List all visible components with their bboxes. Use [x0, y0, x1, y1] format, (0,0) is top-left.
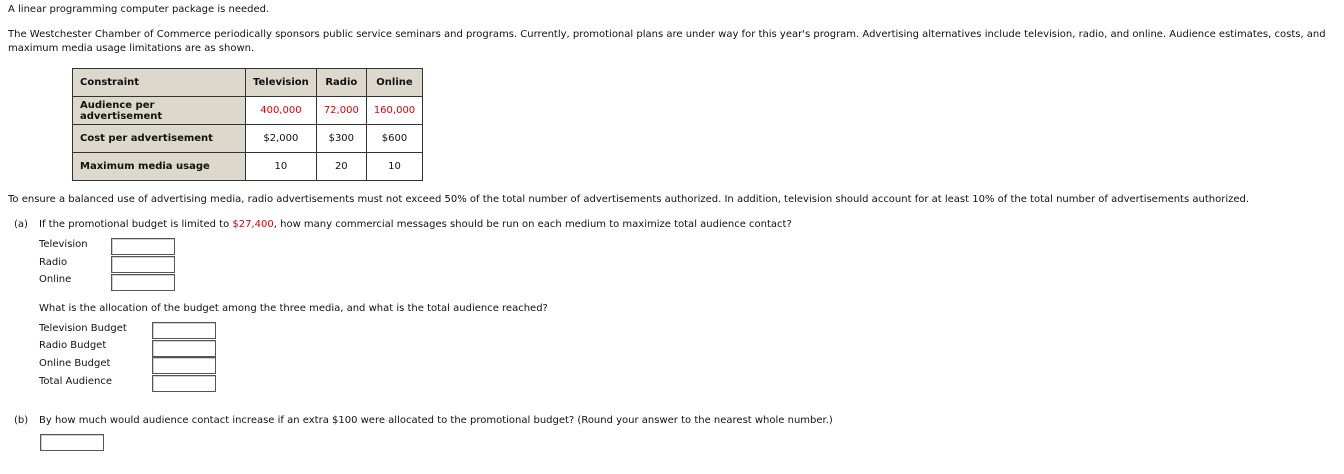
intro-text: A linear programming computer package is needed.	[8, 4, 270, 15]
table-row	[73, 125, 423, 153]
table-header-radio: Radio	[316, 69, 366, 97]
television-label: Television	[39, 239, 88, 250]
cell-cost-online: $600	[366, 125, 422, 153]
radio-budget-input[interactable]	[152, 340, 216, 357]
radio-label: Radio	[39, 257, 68, 268]
table-header-row	[73, 69, 423, 97]
online-budget-input[interactable]	[152, 357, 216, 374]
part-a-question	[39, 219, 792, 230]
constraint-table	[72, 68, 423, 181]
cell-max-radio: 20	[316, 153, 366, 181]
audience-increase-input[interactable]	[40, 434, 104, 451]
cell-audience-television: 400,000	[246, 97, 317, 125]
cell-audience-radio: 72,000	[316, 97, 366, 125]
row-label-max-usage: Maximum media usage	[73, 153, 246, 181]
online-label: Online	[39, 274, 72, 285]
table-row	[73, 97, 423, 125]
part-a-label: (a)	[14, 219, 28, 230]
radio-input[interactable]	[111, 256, 175, 273]
table-header-constraint: Constraint	[73, 69, 246, 97]
row-label-audience: Audience per advertisement	[73, 97, 246, 125]
radio-budget-label: Radio Budget	[39, 340, 107, 351]
total-audience-input[interactable]	[152, 375, 216, 392]
television-budget-input[interactable]	[152, 322, 216, 339]
table-header-television: Television	[246, 69, 317, 97]
table-header-online: Online	[366, 69, 422, 97]
table-row	[73, 153, 423, 181]
part-b-label: (b)	[14, 415, 29, 426]
cell-max-online: 10	[366, 153, 422, 181]
row-label-cost: Cost per advertisement	[73, 125, 246, 153]
online-input[interactable]	[111, 274, 175, 291]
cell-max-television: 10	[246, 153, 317, 181]
budget-amount: $27,400	[232, 219, 274, 230]
part-a-question-end: , how many commercial messages should be run on each medium to maximize total audience contact?	[273, 219, 792, 230]
cell-cost-television: $2,000	[246, 125, 317, 153]
cell-cost-radio: $300	[316, 125, 366, 153]
part-a-question-start: If the promotional budget is limited to	[39, 219, 233, 230]
allocation-question: What is the allocation of the budget among the three media, and what is the total audience reached?	[39, 303, 548, 314]
total-audience-label: Total Audience	[39, 376, 112, 387]
online-budget-label: Online Budget	[39, 358, 111, 369]
cell-audience-online: 160,000	[366, 97, 422, 125]
problem-paragraph: The Westchester Chamber of Commerce periodically sponsors public service seminars and programs. Currently, promotional plans are under way for this year's program. Advertising alternatives include television, radio, and online. Audience estimates, costs, and maximum media usage limitations are as shown.	[8, 29, 1326, 54]
television-budget-label: Television Budget	[39, 323, 127, 334]
part-b-question: By how much would audience contact increase if an extra $100 were allocated to the promotional budget? (Round your answer to the nearest whole number.)	[39, 415, 833, 426]
balanced-use-text: To ensure a balanced use of advertising media, radio advertisements must not exceed 50% of the total number of advertisements authorized. In addition, television should account for at least 10% of the total number of advertisements authorized.	[8, 194, 1250, 205]
television-input[interactable]	[111, 238, 175, 255]
